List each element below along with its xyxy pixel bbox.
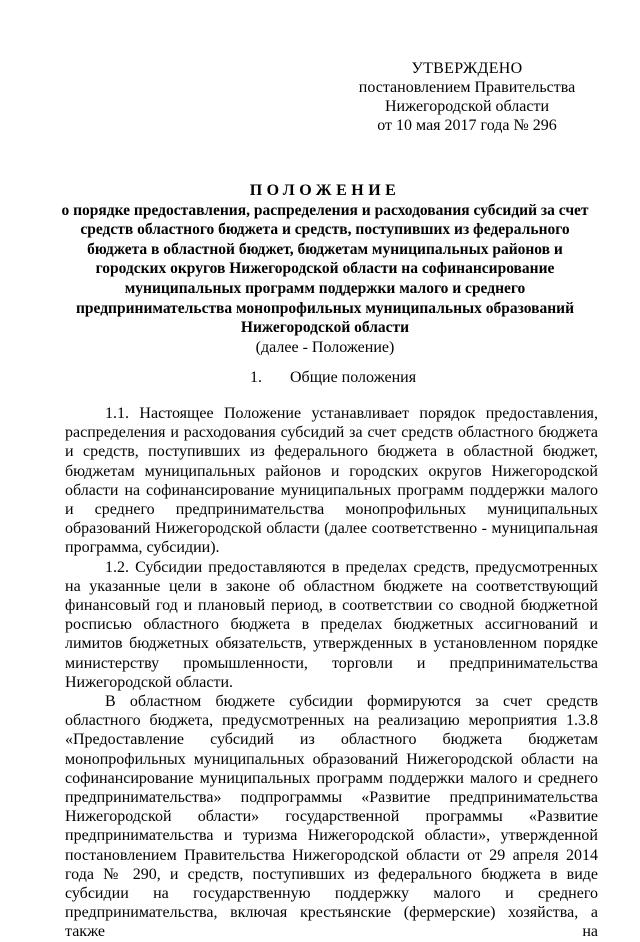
title-line: муниципальных программ поддержки малого и среднего: [124, 279, 526, 297]
title-abbreviation: (далее - Положение): [255, 338, 395, 356]
title-line: о порядке предоставления, распределения и расходования субсидий за счет: [61, 201, 589, 219]
section-number: 1.: [250, 369, 262, 386]
title-line: предпринимательства монопрофильных муниципальных образований: [75, 299, 575, 317]
title-word: ПОЛОЖЕНИЕ: [249, 182, 401, 199]
paragraph: 1.2. Субсидии предоставляются в пределах средств, предусмотренных на указанные цели в законе об областном бюджете на соответствующий финансовый год и плановый период, в соответствии со сводной бюджетной росписью областного бюджета в пределах бюджетных ассигнований и лимитов бюджетных обязательств, утвержденных в установленном порядке министерству промышленности, торговли и предпринимательства Нижегородской области.: [65, 558, 598, 691]
approval-heading: УТВЕРЖДЕНО: [411, 60, 523, 77]
document-body: [65, 404, 598, 942]
paragraph: 1.1. Настоящее Положение устанавливает порядок предоставления, распределения и расходования субсидий за счет средств областного бюджета и средств, поступивших из федерального бюджета в областной бюджет, бюджетам муниципальных районов и городских округов Нижегородской области на софинансирование муниципальных программ поддержки малого и среднего предпринимательства монопрофильных муниципальных образований Нижегородской области (далее соответственно - муниципальная программа, субсидии).: [65, 405, 598, 557]
document-title: [60, 181, 590, 357]
approval-line: постановлением Правительства: [358, 79, 576, 96]
title-line: городских округов Нижегородской области на софинансирование: [95, 260, 555, 278]
approval-stamp: [356, 59, 578, 135]
paragraph: В областном бюджете субсидии формируются за счет средств областного бюджета, предусмотренных на реализацию мероприятия 1.3.8 «Предоставление субсидий из областного бюджета бюджетам монопрофильных муниципальных образований Нижегородской области на софинансирование муниципальных программ поддержки малого и среднего предпринимательства» подпрограммы «Развитие предпринимательства Нижегородской области» государственной программы «Развитие предпринимательства и туризма Нижегородской области», утвержденной постановлением Правительства Нижегородской области от 29 апреля 2014 года № 290, и средств, поступивших из федерального бюджета в виде субсидии на государственную поддержку малого и среднего предпринимательства, включая крестьянские (фермерские) хозяйства, а также на: [65, 693, 598, 941]
approval-date: от 10 мая 2017 года № 296: [377, 117, 557, 134]
approval-line: Нижегородской области: [384, 98, 549, 115]
title-line: Нижегородской области: [240, 319, 410, 337]
title-line: бюджета в областной бюджет, бюджетам муниципальных районов и: [87, 240, 563, 258]
section-title: Общие положения: [290, 369, 417, 386]
title-line: средств областного бюджета и средств, поступивших из федерального: [80, 221, 570, 239]
